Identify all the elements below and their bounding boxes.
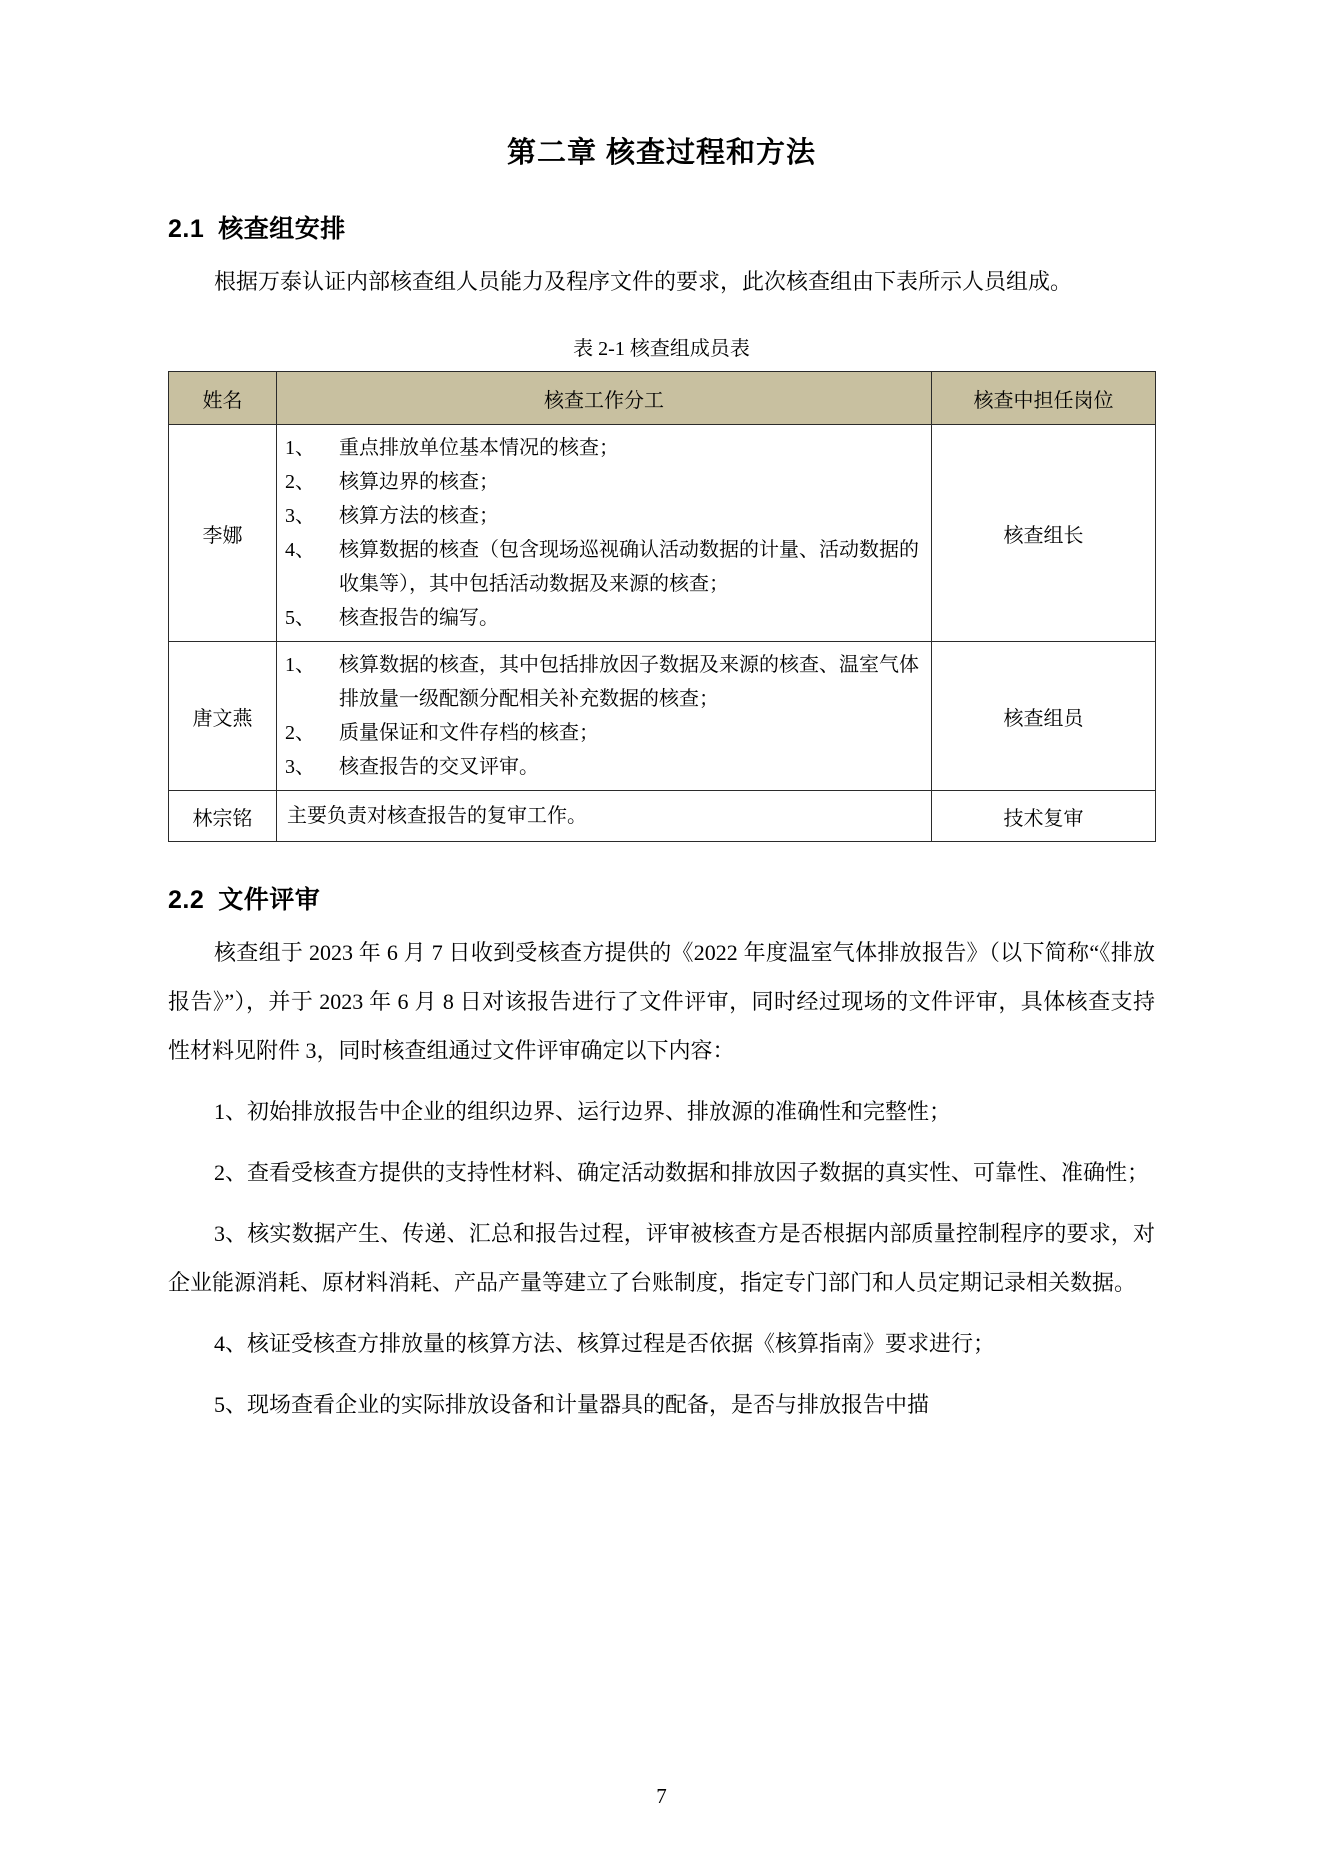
- table-row: [169, 791, 1156, 842]
- member-name: 林宗铭: [169, 791, 277, 842]
- duty-text: 核算数据的核查（包含现场巡视确认活动数据的计量、活动数据的收集等），其中包括活动数据及来源的核查；: [339, 539, 919, 595]
- duty-item: [285, 648, 923, 716]
- duty-number: 3、: [285, 505, 315, 527]
- duty-text: 核算数据的核查，其中包括排放因子数据及来源的核查、温室气体排放量一级配额分配相关补充数据的核查；: [339, 654, 919, 710]
- duty-number: 1、: [285, 437, 315, 459]
- duty-number: 2、: [285, 471, 315, 493]
- duty-item: [285, 499, 923, 533]
- duty-item: [285, 465, 923, 499]
- paragraph-2-2-2: 1、初始排放报告中企业的组织边界、运行边界、排放源的准确性和完整性；: [214, 1099, 952, 1124]
- table-header-name: 姓名: [169, 372, 277, 425]
- member-role: 核查组员: [932, 642, 1156, 791]
- member-role: 技术复审: [932, 791, 1156, 842]
- table-row: [169, 642, 1156, 791]
- member-role: 核查组长: [932, 425, 1156, 642]
- duty-number: 2、: [285, 722, 315, 744]
- page-number: 7: [656, 1784, 667, 1808]
- duty-text: 核算方法的核查；: [339, 505, 499, 527]
- duty-item: [285, 601, 923, 635]
- duty-number: 4、: [285, 539, 315, 561]
- duty-text: 核查报告的编写。: [339, 607, 499, 629]
- duty-item: [285, 533, 923, 601]
- section-number-2-2: 2.2: [168, 886, 205, 914]
- section-number-2-1: 2.1: [168, 215, 205, 243]
- section-title-2-2: 文件评审: [218, 886, 321, 914]
- member-duties: 主要负责对核查报告的复审工作。: [277, 791, 932, 842]
- duty-text: 重点排放单位基本情况的核查；: [339, 437, 619, 459]
- section-title-2-1: 核查组安排: [218, 215, 346, 243]
- duty-number: 5、: [285, 607, 315, 629]
- chapter-title: 第二章 核查过程和方法: [506, 137, 817, 169]
- duty-number: 3、: [285, 756, 315, 778]
- paragraph-2-2-6: 5、现场查看企业的实际排放设备和计量器具的配备，是否与排放报告中描: [214, 1392, 930, 1417]
- crew-table: [168, 371, 1156, 842]
- duty-text: 核算边界的核查；: [339, 471, 499, 493]
- section-heading-2-2: [168, 880, 1155, 916]
- paragraph-2-2-3: 2、查看受核查方提供的支持性材料、确定活动数据和排放因子数据的真实性、可靠性、准确性；: [214, 1160, 1150, 1185]
- paragraph-2-2-1: 核查组于 2023 年 6 月 7 日收到受核查方提供的《2022 年度温室气体排放报告》（以下简称“《排放报告》”），并于 2023 年 6 月 8 日对该报告进行了文件评审，同时经过现场的文件评审，具体核查支持性材料见附件 3，同时核查组通过文件评审确定以下内容：: [168, 940, 1155, 1063]
- paragraph-2-2-4: 3、核实数据产生、传递、汇总和报告过程，评审被核查方是否根据内部质量控制程序的要求，对企业能源消耗、原材料消耗、产品产量等建立了台账制度，指定专门部门和人员定期记录相关数据。: [168, 1221, 1155, 1295]
- paragraph-2-1-1: 根据万泰认证内部核查组人员能力及程序文件的要求，此次核查组由下表所示人员组成。: [214, 269, 1073, 294]
- member-duties: [277, 425, 932, 642]
- paragraph-2-2-5: 4、核证受核查方排放量的核算方法、核算过程是否依据《核算指南》要求进行；: [214, 1331, 996, 1356]
- duty-text: 质量保证和文件存档的核查；: [339, 722, 599, 744]
- duty-number: 1、: [285, 654, 315, 676]
- section-heading-2-1: [168, 209, 1155, 245]
- duty-item: [285, 750, 923, 784]
- table-row: [169, 425, 1156, 642]
- member-name: 李娜: [169, 425, 277, 642]
- table-caption: 表 2-1 核查组成员表: [573, 338, 750, 360]
- duty-text: 核查报告的交叉评审。: [339, 756, 539, 778]
- table-header-duty: 核查工作分工: [277, 372, 932, 425]
- duty-item: [285, 431, 923, 465]
- member-name: 唐文燕: [169, 642, 277, 791]
- table-header-row: [169, 372, 1156, 425]
- table-header-role: 核查中担任岗位: [932, 372, 1156, 425]
- duty-item: [285, 716, 923, 750]
- member-duties: [277, 642, 932, 791]
